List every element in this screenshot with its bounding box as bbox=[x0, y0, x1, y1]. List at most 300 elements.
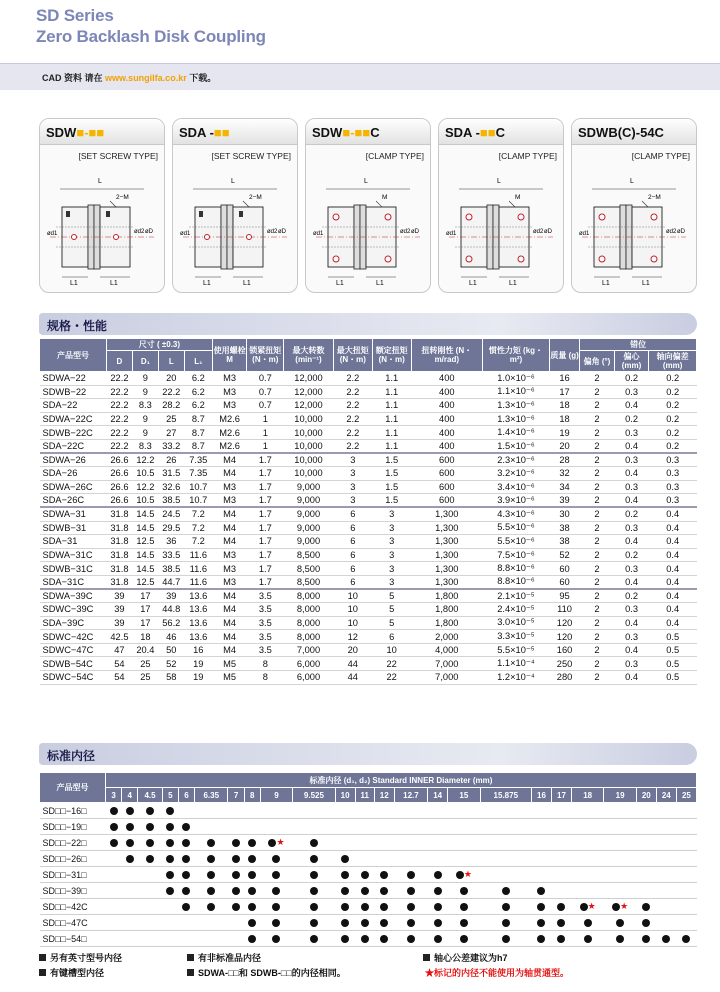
bore-empty-cell bbox=[138, 931, 162, 947]
bore-available-cell bbox=[122, 803, 138, 819]
value-cell: M5 bbox=[212, 671, 247, 685]
value-cell: 2 bbox=[580, 630, 615, 644]
label-L1: L1 bbox=[602, 280, 610, 287]
bore-available-cell bbox=[162, 803, 178, 819]
value-cell: 7.35 bbox=[184, 453, 212, 467]
value-cell: 2.2 bbox=[333, 399, 372, 413]
bore-empty-cell bbox=[604, 819, 636, 835]
filled-circle-icon bbox=[146, 807, 154, 815]
value-cell: 52 bbox=[549, 548, 579, 562]
filled-circle-icon bbox=[361, 871, 369, 879]
value-cell: 11.6 bbox=[184, 562, 212, 576]
model-cell: SDWC−39C bbox=[40, 603, 107, 617]
value-cell: 8.8×10⁻⁶ bbox=[482, 575, 549, 589]
bore-empty-cell bbox=[374, 851, 394, 867]
value-cell: M4 bbox=[212, 507, 247, 521]
label-d1: ød1 bbox=[446, 231, 457, 237]
bore-available-cell bbox=[293, 915, 335, 931]
card-title: SDW■-■■ bbox=[40, 119, 164, 145]
filled-circle-icon bbox=[248, 935, 256, 943]
bore-empty-cell bbox=[260, 803, 292, 819]
table-row bbox=[40, 931, 697, 947]
value-cell: 39 bbox=[158, 589, 184, 603]
value-cell: 3 bbox=[372, 562, 411, 576]
value-cell: 1.1×10⁻⁴ bbox=[482, 657, 549, 671]
bore-available-cell bbox=[162, 867, 178, 883]
value-cell: 2.2 bbox=[333, 372, 372, 386]
value-cell: 0.4 bbox=[649, 616, 697, 630]
table-row bbox=[40, 643, 697, 657]
filled-circle-icon bbox=[407, 871, 415, 879]
value-cell: 1.1 bbox=[372, 372, 411, 386]
value-cell: M3 bbox=[212, 575, 247, 589]
bore-empty-cell bbox=[551, 835, 571, 851]
bore-available-cell bbox=[228, 899, 244, 915]
bore-empty-cell bbox=[293, 819, 335, 835]
value-cell: 1.3×10⁻⁶ bbox=[482, 399, 549, 413]
value-cell: 0.3 bbox=[649, 480, 697, 494]
value-cell: 16 bbox=[184, 643, 212, 657]
bore-available-cell bbox=[428, 931, 448, 947]
model-cell: SDA−26 bbox=[40, 467, 107, 481]
bore-available-cell bbox=[178, 819, 194, 835]
bore-available-cell bbox=[195, 883, 228, 899]
value-cell: 0.2 bbox=[649, 412, 697, 426]
bore-available-cell bbox=[531, 931, 551, 947]
value-cell: 31.5 bbox=[158, 467, 184, 481]
value-cell: 0.4 bbox=[649, 521, 697, 535]
table-row bbox=[40, 671, 697, 685]
filled-circle-icon bbox=[146, 823, 154, 831]
bore-model-cell: SD□□−31□ bbox=[40, 867, 106, 883]
filled-circle-icon bbox=[248, 919, 256, 927]
value-cell: 38.5 bbox=[158, 494, 184, 508]
bore-empty-cell bbox=[138, 915, 162, 931]
value-cell: 18 bbox=[549, 399, 579, 413]
bore-empty-cell bbox=[138, 883, 162, 899]
bore-model-cell: SD□□−16□ bbox=[40, 803, 106, 819]
value-cell: 12.5 bbox=[132, 535, 158, 549]
bore-col-model: 产品型号 bbox=[40, 773, 106, 803]
filled-circle-icon bbox=[310, 919, 318, 927]
table-row bbox=[40, 535, 697, 549]
label-L1: L1 bbox=[469, 280, 477, 287]
bore-available-cell bbox=[551, 931, 571, 947]
value-cell: 3.0×10⁻⁵ bbox=[482, 616, 549, 630]
label-d1: ød1 bbox=[47, 231, 58, 237]
bore-model-cell: SD□□−19□ bbox=[40, 819, 106, 835]
bore-empty-cell bbox=[604, 851, 636, 867]
value-cell: 2.4×10⁻⁵ bbox=[482, 603, 549, 617]
bore-empty-cell bbox=[428, 803, 448, 819]
filled-circle-icon bbox=[642, 903, 650, 911]
value-cell: 19 bbox=[184, 657, 212, 671]
value-cell: 5 bbox=[372, 603, 411, 617]
bore-empty-cell bbox=[531, 819, 551, 835]
value-cell: 2 bbox=[580, 467, 615, 481]
bore-available-cell bbox=[195, 867, 228, 883]
bore-empty-cell bbox=[676, 803, 696, 819]
bore-size-col: 9 bbox=[260, 788, 292, 803]
value-cell: 1.1×10⁻⁶ bbox=[482, 385, 549, 399]
bore-empty-cell bbox=[138, 867, 162, 883]
value-cell: 8,000 bbox=[284, 589, 334, 603]
model-cell: SDWA−39C bbox=[40, 589, 107, 603]
label-d2: ød2 bbox=[134, 229, 145, 235]
bore-size-col: 8 bbox=[244, 788, 260, 803]
value-cell: 10,000 bbox=[284, 412, 334, 426]
card-title: SDW■-■■C bbox=[306, 119, 430, 145]
filled-circle-icon bbox=[126, 823, 134, 831]
value-cell: M2.6 bbox=[212, 439, 247, 453]
bore-empty-cell bbox=[656, 867, 676, 883]
bore-available-cell bbox=[162, 883, 178, 899]
model-cell: SDWC−54C bbox=[40, 671, 107, 685]
bore-empty-cell bbox=[355, 851, 374, 867]
table-row bbox=[40, 412, 697, 426]
value-cell: 8,500 bbox=[284, 562, 334, 576]
value-cell: 25 bbox=[132, 671, 158, 685]
bore-empty-cell bbox=[676, 915, 696, 931]
filled-circle-icon bbox=[272, 855, 280, 863]
filled-circle-icon bbox=[207, 871, 215, 879]
model-cell: SDA−22 bbox=[40, 399, 107, 413]
filled-circle-icon bbox=[248, 903, 256, 911]
model-cell: SDWA−22C bbox=[40, 412, 107, 426]
value-cell: 0.4 bbox=[614, 399, 649, 413]
value-cell: 2 bbox=[580, 426, 615, 440]
value-cell: 120 bbox=[549, 616, 579, 630]
value-cell: M4 bbox=[212, 616, 247, 630]
bore-available-cell bbox=[178, 899, 194, 915]
cad-url-link[interactable]: www.sungilfa.co.kr bbox=[105, 73, 187, 83]
value-cell: 17 bbox=[132, 603, 158, 617]
filled-circle-icon bbox=[126, 807, 134, 815]
filled-circle-icon bbox=[272, 871, 280, 879]
value-cell: 32 bbox=[549, 467, 579, 481]
value-cell: 58 bbox=[158, 671, 184, 685]
spec-table bbox=[39, 338, 697, 685]
bore-available-cell bbox=[178, 835, 194, 851]
value-cell: 17 bbox=[549, 385, 579, 399]
value-cell: 10.5 bbox=[132, 467, 158, 481]
bore-available-cell bbox=[260, 899, 292, 915]
cad-download-text: CAD 资料 请在 www.sungilfa.co.kr 下载。 bbox=[42, 73, 217, 83]
value-cell: 2.2 bbox=[333, 439, 372, 453]
filled-circle-icon bbox=[272, 903, 280, 911]
value-cell: 1.3×10⁻⁶ bbox=[482, 412, 549, 426]
square-bullet-icon bbox=[187, 954, 194, 961]
bore-available-cell bbox=[448, 899, 480, 915]
filled-circle-icon bbox=[456, 871, 464, 879]
label-L: L bbox=[98, 178, 102, 185]
bore-available-cell bbox=[531, 899, 551, 915]
value-cell: 0.3 bbox=[614, 603, 649, 617]
col-inertia: 惯性力矩 (kg・m²) bbox=[482, 339, 549, 372]
value-cell: 9,000 bbox=[284, 507, 334, 521]
value-cell: 3.4×10⁻⁶ bbox=[482, 480, 549, 494]
filled-circle-icon bbox=[166, 839, 174, 847]
bore-available-cell bbox=[178, 867, 194, 883]
value-cell: 0.4 bbox=[614, 467, 649, 481]
card-title: SDA -■■C bbox=[439, 119, 563, 145]
filled-circle-icon bbox=[380, 919, 388, 927]
value-cell: M3 bbox=[212, 385, 247, 399]
value-cell: 9,000 bbox=[284, 480, 334, 494]
filled-circle-icon bbox=[584, 935, 592, 943]
value-cell: 28 bbox=[549, 453, 579, 467]
table-row bbox=[40, 562, 697, 576]
value-cell: 22.2 bbox=[106, 372, 132, 386]
model-cell: SDWA−26C bbox=[40, 480, 107, 494]
value-cell: 1.7 bbox=[247, 575, 284, 589]
bore-empty-cell bbox=[656, 819, 676, 835]
value-cell: 110 bbox=[549, 603, 579, 617]
bore-empty-cell bbox=[676, 883, 696, 899]
label-d2: ød2 bbox=[533, 229, 544, 235]
bore-empty-cell bbox=[260, 819, 292, 835]
col-axial: 轴向偏差 (mm) bbox=[649, 351, 697, 372]
value-cell: 25 bbox=[158, 412, 184, 426]
bore-available-cell bbox=[428, 867, 448, 883]
filled-circle-icon bbox=[207, 903, 215, 911]
value-cell: M5 bbox=[212, 657, 247, 671]
value-cell: 12 bbox=[333, 630, 372, 644]
value-cell: 9,000 bbox=[284, 521, 334, 535]
bore-available-cell bbox=[260, 915, 292, 931]
square-bullet-icon bbox=[423, 954, 430, 961]
bore-empty-cell bbox=[676, 851, 696, 867]
bore-empty-cell bbox=[636, 835, 656, 851]
filled-circle-icon bbox=[407, 903, 415, 911]
filled-circle-icon bbox=[232, 855, 240, 863]
bore-empty-cell bbox=[335, 835, 355, 851]
bore-size-col: 11 bbox=[355, 788, 374, 803]
filled-circle-icon bbox=[537, 919, 545, 927]
value-cell: 8.7 bbox=[184, 439, 212, 453]
col-rigidity: 扭转刚性 (N・m/rad) bbox=[411, 339, 482, 372]
value-cell: 0.3 bbox=[614, 426, 649, 440]
filled-circle-icon bbox=[182, 903, 190, 911]
value-cell: 8,000 bbox=[284, 630, 334, 644]
filled-circle-icon bbox=[310, 855, 318, 863]
coupling-drawing bbox=[578, 171, 692, 289]
bore-available-cell bbox=[335, 883, 355, 899]
star-icon: ★ bbox=[587, 901, 596, 911]
bore-model-cell: SD□□−22□ bbox=[40, 835, 106, 851]
value-cell: 600 bbox=[411, 453, 482, 467]
col-speed: 最大转数 (min⁻¹) bbox=[284, 339, 334, 372]
coupling-drawing bbox=[46, 171, 160, 289]
filled-circle-icon bbox=[341, 919, 349, 927]
label-d2: ød2 bbox=[400, 229, 411, 235]
value-cell: 5 bbox=[372, 589, 411, 603]
model-cell: SDWB−31 bbox=[40, 521, 107, 535]
value-cell: M4 bbox=[212, 589, 247, 603]
bore-size-col: 15 bbox=[448, 788, 480, 803]
filled-circle-icon bbox=[310, 839, 318, 847]
spec-section-title: 规格・性能 bbox=[47, 319, 108, 333]
value-cell: 2 bbox=[580, 399, 615, 413]
filled-circle-icon bbox=[407, 887, 415, 895]
value-cell: 7.5×10⁻⁶ bbox=[482, 548, 549, 562]
filled-circle-icon bbox=[310, 887, 318, 895]
coupling-drawing bbox=[445, 171, 559, 289]
value-cell: 7,000 bbox=[284, 643, 334, 657]
value-cell: 38 bbox=[549, 535, 579, 549]
bore-empty-cell bbox=[228, 915, 244, 931]
table-row bbox=[40, 453, 697, 467]
bore-empty-cell bbox=[355, 803, 374, 819]
bore-empty-cell bbox=[293, 803, 335, 819]
filled-circle-icon bbox=[460, 903, 468, 911]
value-cell: 0.4 bbox=[649, 575, 697, 589]
bore-empty-cell bbox=[604, 883, 636, 899]
bore-available-cell bbox=[228, 851, 244, 867]
value-cell: 39 bbox=[549, 494, 579, 508]
value-cell: 1.0×10⁻⁶ bbox=[482, 372, 549, 386]
value-cell: M4 bbox=[212, 643, 247, 657]
table-row bbox=[40, 507, 697, 521]
bore-available-cell bbox=[374, 915, 394, 931]
square-bullet-icon bbox=[187, 969, 194, 976]
filled-circle-icon bbox=[537, 935, 545, 943]
table-row bbox=[40, 521, 697, 535]
bore-available-cell bbox=[335, 867, 355, 883]
bore-available-star-cell bbox=[260, 835, 292, 851]
filled-circle-icon bbox=[537, 903, 545, 911]
value-cell: 22.2 bbox=[106, 412, 132, 426]
filled-circle-icon bbox=[146, 855, 154, 863]
bore-available-cell bbox=[122, 819, 138, 835]
legend-star: ★标记的内径不能使用为轴贯通型。 bbox=[425, 968, 570, 978]
card-type: [SET SCREW TYPE] bbox=[211, 151, 291, 161]
value-cell: 31.8 bbox=[106, 562, 132, 576]
filled-circle-icon bbox=[361, 919, 369, 927]
value-cell: 1,800 bbox=[411, 589, 482, 603]
value-cell: M3 bbox=[212, 399, 247, 413]
bore-size-col: 15.875 bbox=[480, 788, 531, 803]
value-cell: 10.7 bbox=[184, 494, 212, 508]
bore-empty-cell bbox=[676, 867, 696, 883]
value-cell: 31.8 bbox=[106, 575, 132, 589]
value-cell: M4 bbox=[212, 630, 247, 644]
value-cell: 3.5 bbox=[247, 589, 284, 603]
bore-available-cell bbox=[448, 915, 480, 931]
bore-empty-cell bbox=[448, 851, 480, 867]
bore-empty-cell bbox=[106, 851, 122, 867]
filled-circle-icon bbox=[434, 919, 442, 927]
bore-available-cell bbox=[355, 931, 374, 947]
col-offset: 错位 bbox=[580, 339, 697, 351]
value-cell: 120 bbox=[549, 630, 579, 644]
table-row bbox=[40, 867, 697, 883]
value-cell: 3 bbox=[333, 453, 372, 467]
value-cell: 1.7 bbox=[247, 480, 284, 494]
bore-available-cell bbox=[293, 899, 335, 915]
value-cell: M4 bbox=[212, 467, 247, 481]
value-cell: 0.4 bbox=[649, 548, 697, 562]
value-cell: 1.5×10⁻⁶ bbox=[482, 439, 549, 453]
value-cell: 1,300 bbox=[411, 535, 482, 549]
table-row bbox=[40, 883, 697, 899]
table-row bbox=[40, 803, 697, 819]
value-cell: 5.5×10⁻⁶ bbox=[482, 535, 549, 549]
bore-available-cell bbox=[571, 931, 603, 947]
filled-circle-icon bbox=[434, 935, 442, 943]
bore-size-col: 10 bbox=[335, 788, 355, 803]
label-D: øD bbox=[677, 229, 685, 235]
bore-size-col: 17 bbox=[551, 788, 571, 803]
value-cell: 1.7 bbox=[247, 507, 284, 521]
value-cell: 22.2 bbox=[106, 399, 132, 413]
filled-circle-icon bbox=[310, 871, 318, 879]
bore-available-cell bbox=[106, 819, 122, 835]
col-screw: 使用螺栓 M bbox=[212, 339, 247, 372]
value-cell: 12.2 bbox=[132, 453, 158, 467]
card-type: [SET SCREW TYPE] bbox=[78, 151, 158, 161]
filled-circle-icon bbox=[110, 839, 118, 847]
value-cell: 0.2 bbox=[649, 399, 697, 413]
value-cell: 6 bbox=[333, 575, 372, 589]
filled-circle-icon bbox=[248, 871, 256, 879]
value-cell: M3 bbox=[212, 372, 247, 386]
value-cell: 1.4×10⁻⁶ bbox=[482, 426, 549, 440]
value-cell: 0.2 bbox=[614, 412, 649, 426]
value-cell: 20 bbox=[549, 439, 579, 453]
bore-empty-cell bbox=[428, 835, 448, 851]
bore-available-cell bbox=[260, 883, 292, 899]
value-cell: 2 bbox=[580, 412, 615, 426]
filled-circle-icon bbox=[616, 919, 624, 927]
value-cell: 0.3 bbox=[614, 453, 649, 467]
filled-circle-icon bbox=[272, 919, 280, 927]
value-cell: 14.5 bbox=[132, 562, 158, 576]
value-cell: M3 bbox=[212, 562, 247, 576]
card-type: [CLAMP TYPE] bbox=[631, 151, 690, 161]
filled-circle-icon bbox=[182, 871, 190, 879]
value-cell: 31.8 bbox=[106, 535, 132, 549]
value-cell: 3 bbox=[372, 521, 411, 535]
bore-empty-cell bbox=[448, 835, 480, 851]
bore-available-cell bbox=[355, 883, 374, 899]
value-cell: 42.5 bbox=[106, 630, 132, 644]
bore-empty-cell bbox=[374, 835, 394, 851]
value-cell: 52 bbox=[158, 657, 184, 671]
value-cell: 47 bbox=[106, 643, 132, 657]
bore-empty-cell bbox=[228, 931, 244, 947]
value-cell: 1.7 bbox=[247, 467, 284, 481]
value-cell: 2 bbox=[580, 385, 615, 399]
model-cell: SDA−22C bbox=[40, 439, 107, 453]
filled-circle-icon bbox=[537, 887, 545, 895]
value-cell: 17 bbox=[132, 616, 158, 630]
bore-size-col: 24 bbox=[656, 788, 676, 803]
filled-circle-icon bbox=[502, 935, 510, 943]
filled-circle-icon bbox=[110, 807, 118, 815]
value-cell: 0.3 bbox=[649, 453, 697, 467]
bore-empty-cell bbox=[106, 915, 122, 931]
bore-empty-cell bbox=[636, 803, 656, 819]
value-cell: 8.7 bbox=[184, 426, 212, 440]
bore-empty-cell bbox=[571, 835, 603, 851]
bore-available-cell bbox=[394, 899, 427, 915]
bore-empty-cell bbox=[571, 851, 603, 867]
col-mass: 质量 (g) bbox=[549, 339, 579, 372]
bore-empty-cell bbox=[656, 883, 676, 899]
bore-available-cell bbox=[293, 931, 335, 947]
value-cell: 16 bbox=[549, 372, 579, 386]
